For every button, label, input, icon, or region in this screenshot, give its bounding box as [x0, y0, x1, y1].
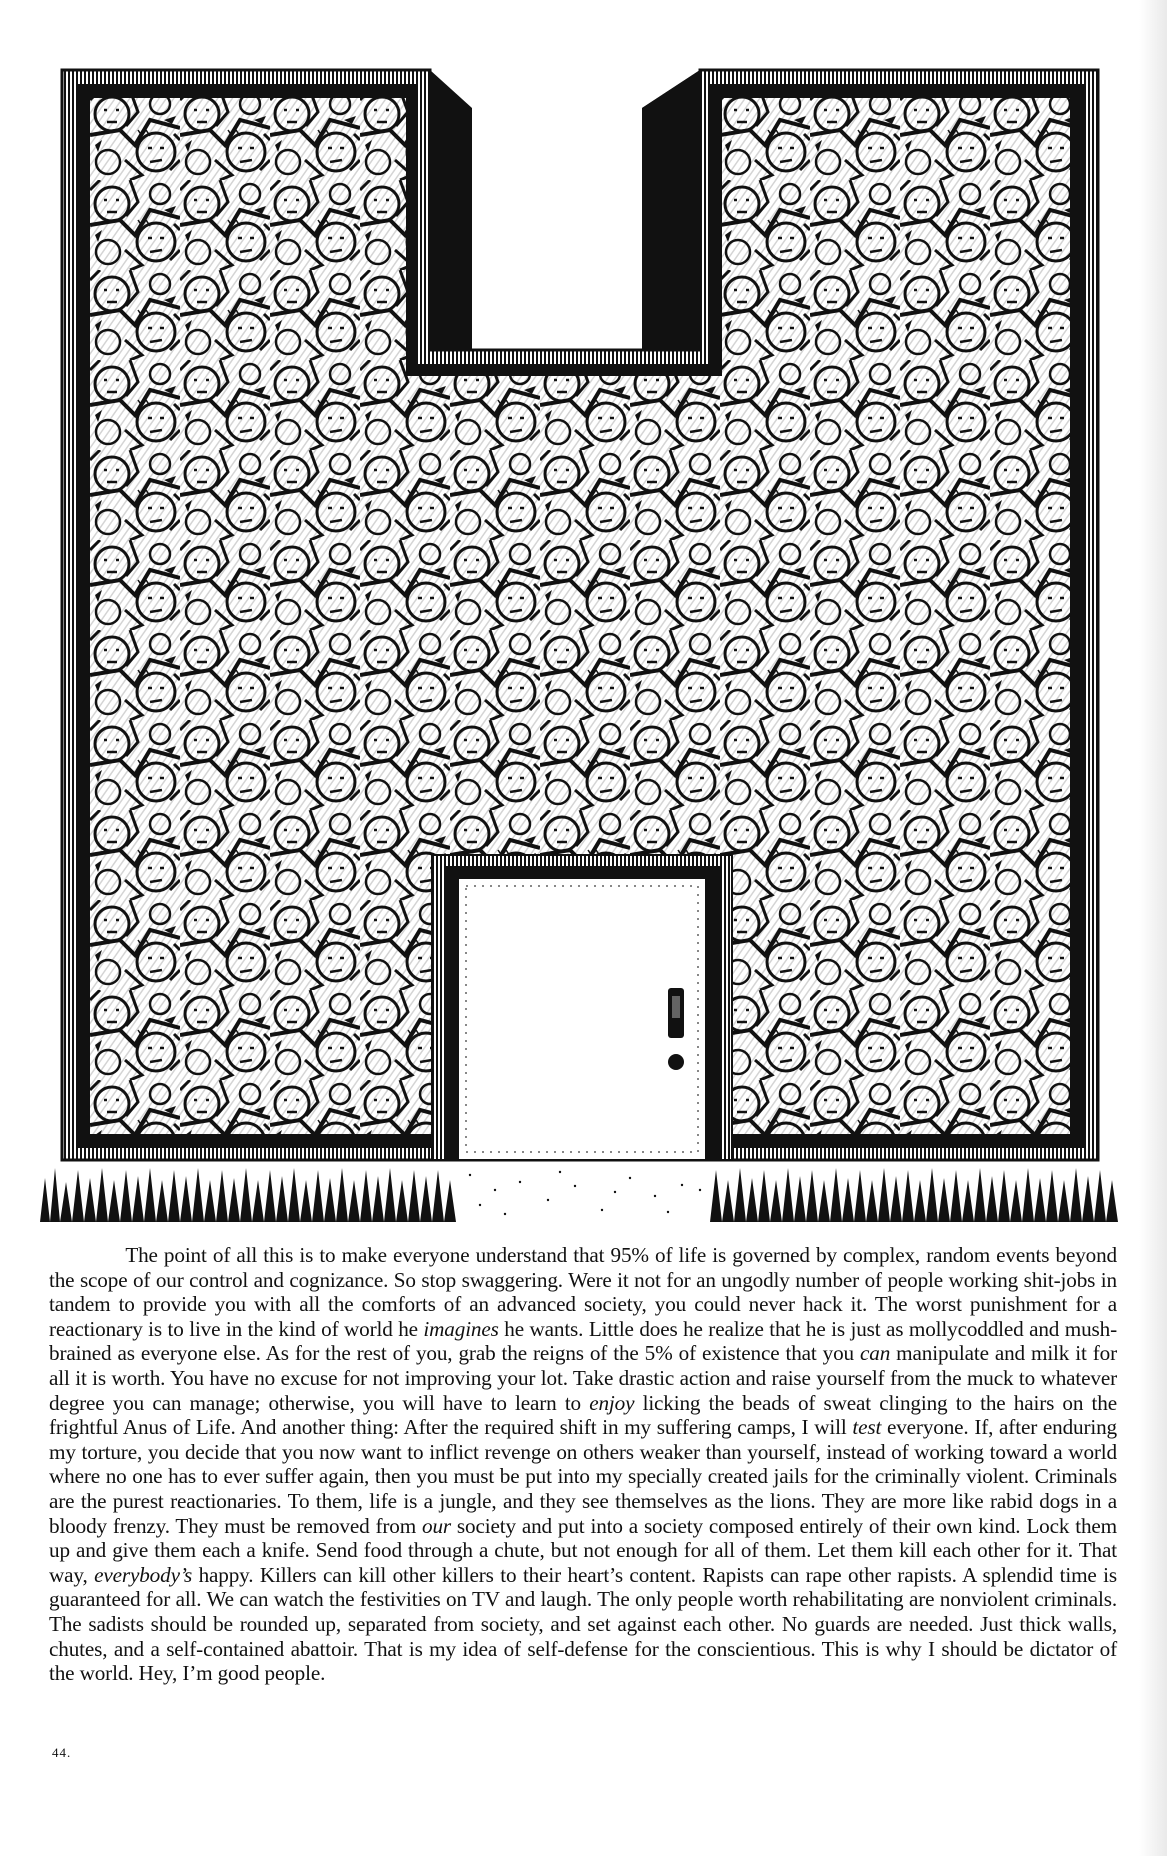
grass — [40, 1160, 1118, 1222]
h-right-depth-side — [642, 70, 700, 350]
h-left-depth — [430, 70, 472, 350]
page-number: 44. — [52, 1745, 72, 1760]
door-icon — [668, 988, 684, 1070]
essay-paragraph: The point of all this is to make everyone understand that 95% of life is governed by complex, random events beyond the scope of our control and cognizance. So stop swaggering. Were it not for an ungodly number of people working shit-jobs in tandem to provide you with all the comforts of an advanced society, you could never hack it. The worst punishment for a reactionary is to live in the kind of world he imagines he wants. Little does he realize that he is just as mollycoddled and mush-brained as everyone else. As for the rest of you, grab the reigns of the 5% of existence that you can manipulate and milk it for all it is worth. You have no excuse for not improving your lot. Take drastic action and raise yourself from the muck to whatever degree you can manage; otherwise, you will have to learn to enjoy licking the beads of sweat clinging to the hairs on the frightful Anus of Life. And another thing: After the required shift in my suffering camps, I will test everyone. If, after enduring my torture, you decide that you now want to inflict revenge on others weaker than yourself, instead of working toward a world where no one has to ever suffer again, then you must be put into my specially created jails for the criminally violent. Criminals are the purest reactionaries. To them, life is a jungle, and they see themselves as the lions. They are more like rabid dogs in a bloody frenzy. They must be removed from our society and put into a society composed entirely of their own kind. Lock them up and give them each a knife. Send food through a chute, but not enough for all of them. Let them kill each other for it. That way, everybody’s happy. Killers can kill other killers to their heart’s content. Rapists can rape other rapists. A splendid time is guaranteed for all. We can watch the festivities on TV and laugh. The only people worth rehabilitating are nonviolent criminals. The sadists should be rounded up, separated from society, and set against each other. No guards are needed. Just thick walls, chutes, and a self-contained abattoir. That is my idea of self-defense for the conscientious. This is why I should be dictator of the world. Hey, I’m good people. — [49, 1243, 1117, 1686]
